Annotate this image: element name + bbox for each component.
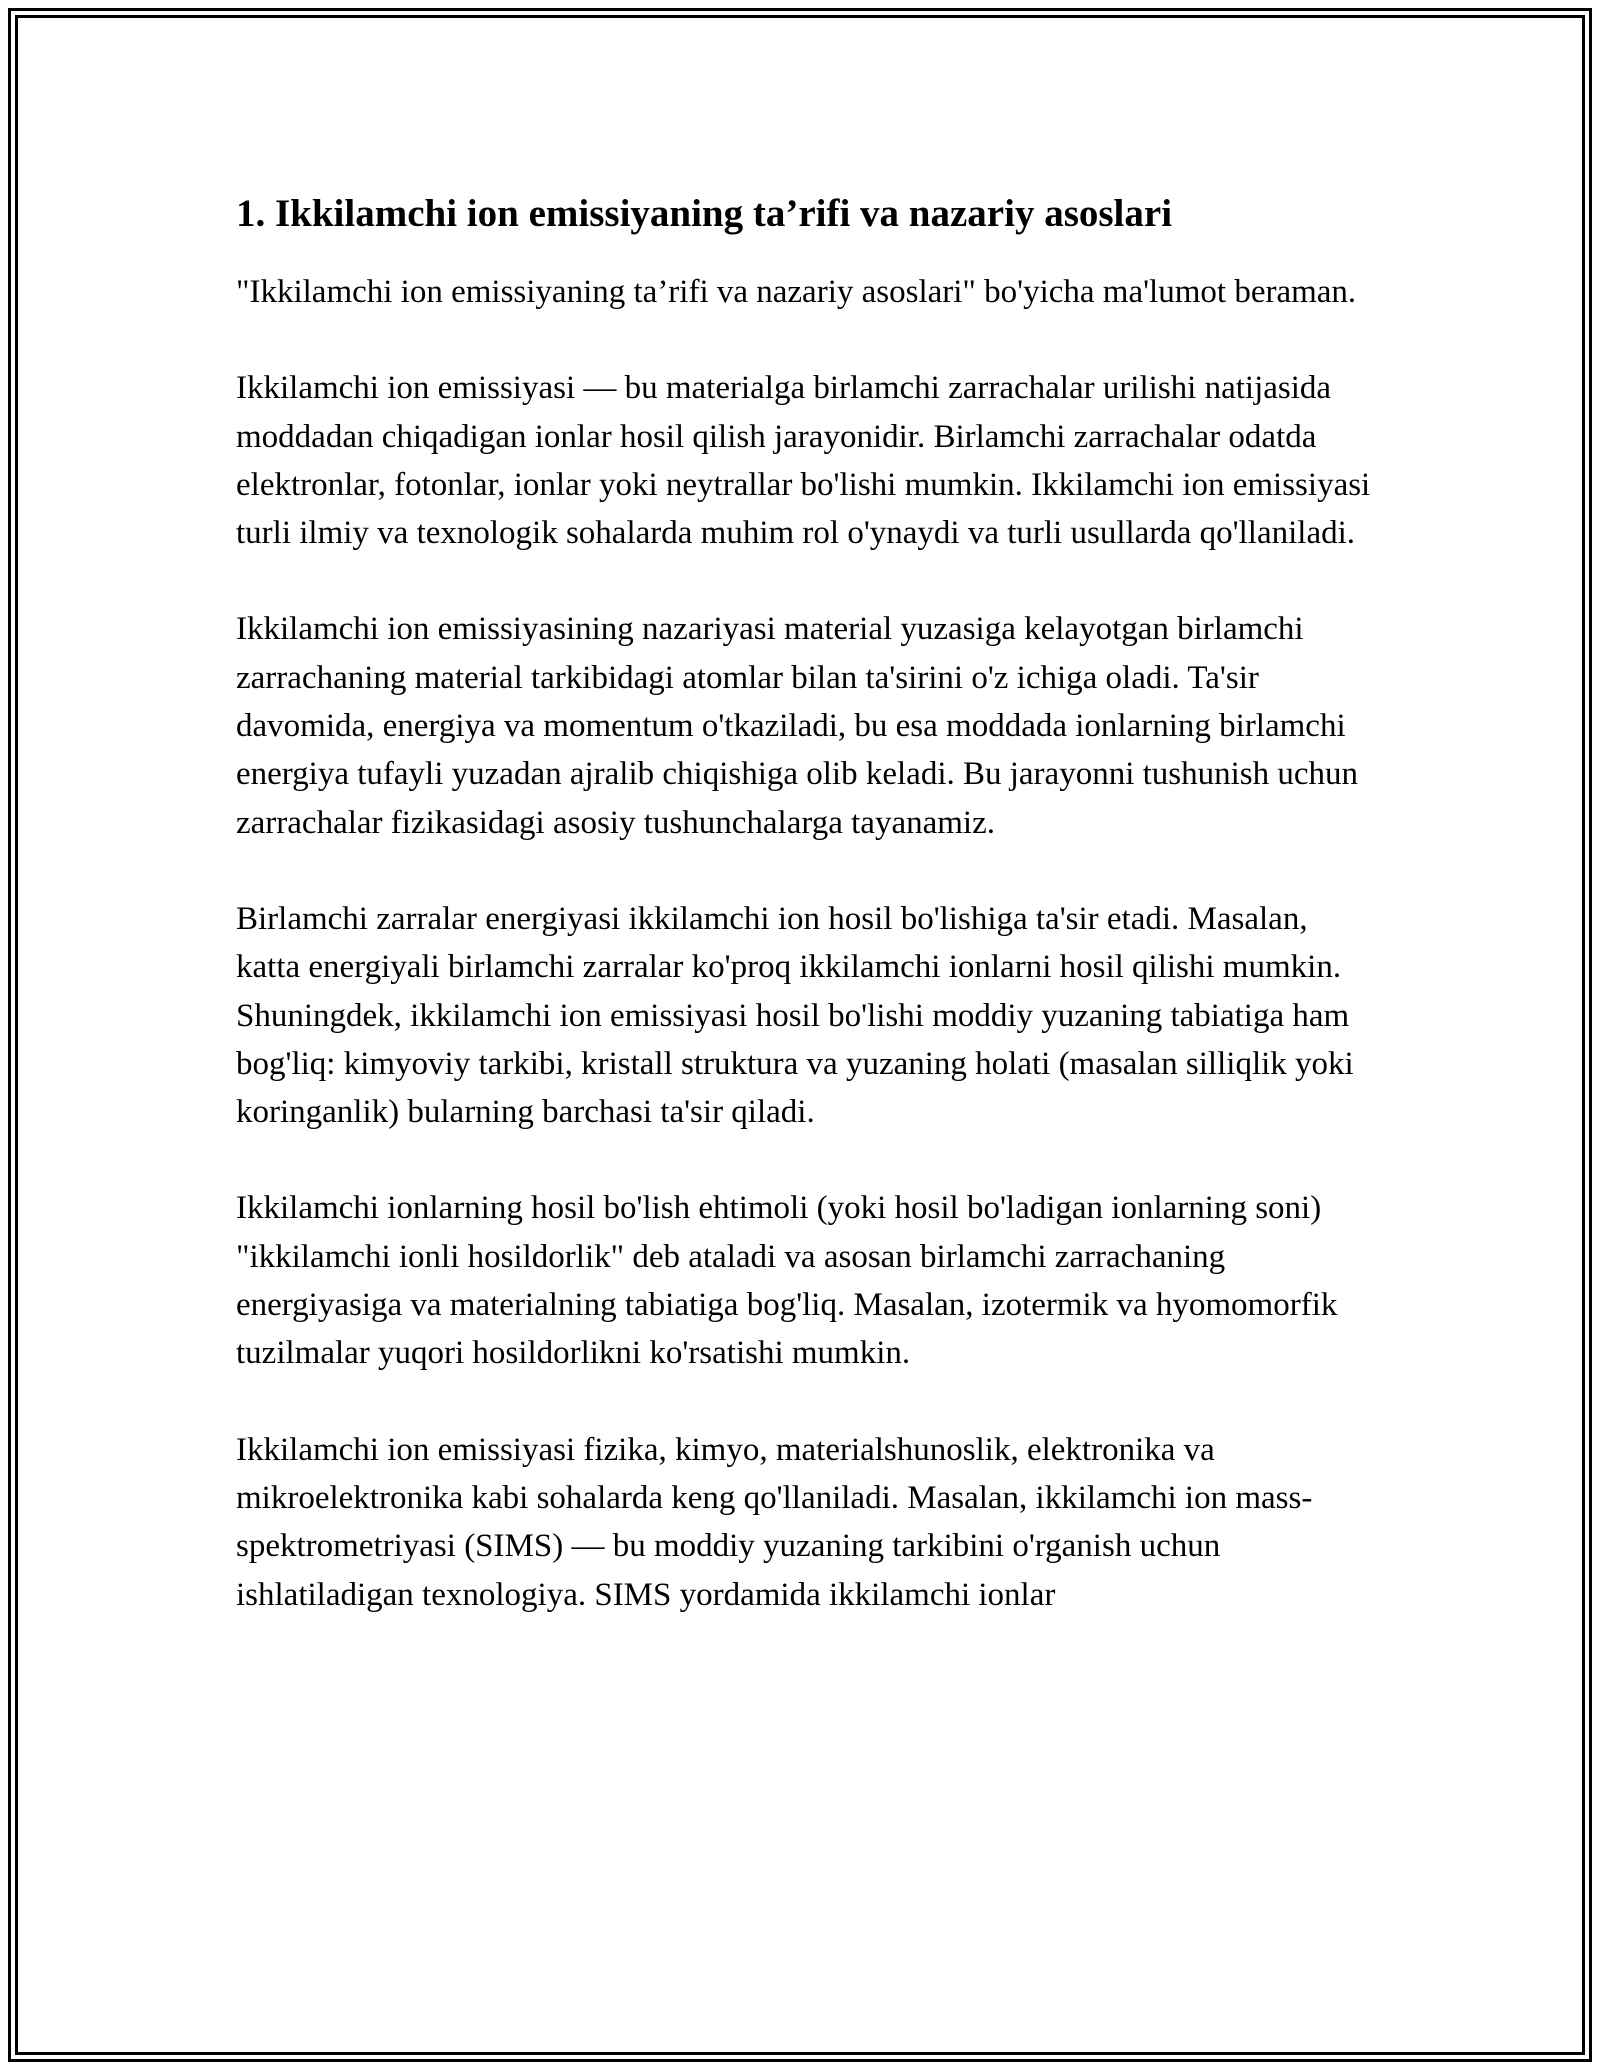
paragraph-intro: "Ikkilamchi ion emissiyaning ta’rifi va nazariy asoslari" bo'yicha ma'lumot beraman. — [236, 274, 1357, 310]
paragraph-theory: Ikkilamchi ion emissiyasining nazariyasi material yuzasiga kelayotgan birlamchi zarrachaning material tarkibidagi atomlar bilan ta'sirini o'z ichiga oladi. Ta'sir davomida, energiya va momentum o'tkaziladi, bu esa moddada ionlarning birlamchi energiya tufayli yuzadan ajralib chiqishiga olib keladi. Bu jarayonni tushunish uchun zarrachalar fizikasidagi asosiy tushunchalarga tayanamiz. — [236, 611, 1359, 841]
paragraph-energy: Birlamchi zarralar energiyasi ikkilamchi ion hosil bo'lishiga ta'sir etadi. Masalan, katta energiyali birlamchi zarralar ko'proq ikkilamchi ionlarni hosil qilishi mumkin. Shuningdek, ikkilamchi ion emissiyasi hosil bo'lishi moddiy yuzaning tabiatiga ham bog'liq: kimyoviy tarkibi, kristall struktura va yuzaning holati (masalan silliqlik yoki koringanlik) bularning barchasi ta'sir qiladi. — [236, 900, 1354, 1131]
paragraph-definition: Ikkilamchi ion emissiyasi — bu materialga birlamchi zarrachalar urilishi natijasida moddadan chiqadigan ionlar hosil qilish jarayonidir. Birlamchi zarrachalar odatda elektronlar, fotonlar, ionlar yoki neytrallar bo'lishi mumkin. Ikkilamchi ion emissiyasi turli ilmiy va texnologik sohalarda muhim rol o'ynaydi va turli usullarda qo'llaniladi. — [236, 370, 1371, 552]
paragraph-yield: Ikkilamchi ionlarning hosil bo'lish ehtimoli (yoki hosil bo'ladigan ionlarning soni) "ikkilamchi ionli hosildorlik" deb ataladi va asosan birlamchi zarrachaning energiyasiga va materialning tabiatiga bog'liq. Masalan, izotermik va hyomomorfik tuzilmalar yuqori hosildorlikni ko'rsatishi mumkin. — [236, 1190, 1338, 1372]
paragraph-applications: Ikkilamchi ion emissiyasi fizika, kimyo, materialshunoslik, elektronika va mikroelektronika kabi sohalarda keng qo'llaniladi. Masalan, ikkilamchi ion mass-spektrometriyasi (SIMS) — bu moddiy yuzaning tarkibini o'rganish uchun ishlatiladigan texnologiya. SIMS yordamida ikkilamchi ionlar — [236, 1431, 1313, 1613]
section-heading: 1. Ikkilamchi ion emissiyaning ta’rifi va nazariy asoslari — [236, 192, 1173, 235]
document-body — [236, 186, 1376, 1667]
